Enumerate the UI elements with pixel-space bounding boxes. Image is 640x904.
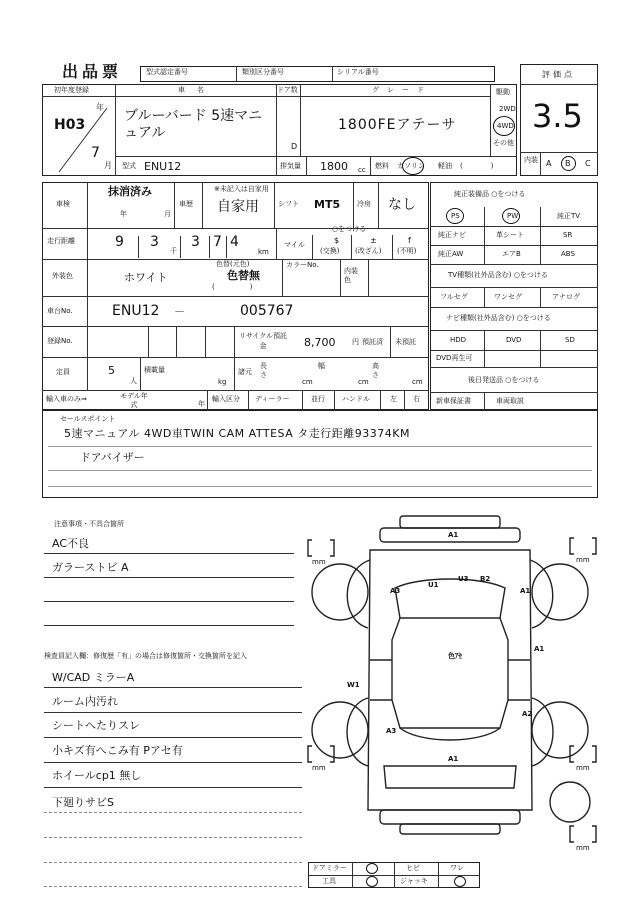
option-aw: 純正AW bbox=[438, 250, 464, 258]
damage-mark-a1-front: A1 bbox=[520, 587, 531, 595]
damage-mark-b2: B2 bbox=[480, 575, 491, 583]
displacement-value: 1800 bbox=[320, 160, 348, 173]
mileage-digit-3: 3 bbox=[191, 234, 200, 250]
tools-circle bbox=[366, 876, 378, 887]
recycle-not-deposited: 未預託 bbox=[395, 338, 416, 346]
shift-label: シフト bbox=[278, 200, 299, 208]
note-item-1: AC不良 bbox=[52, 537, 90, 550]
option-navi: 純正ナビ bbox=[438, 231, 466, 239]
cc-unit: cc bbox=[358, 166, 366, 174]
damage-mark-u1: U1 bbox=[428, 581, 439, 589]
door-mirror-label: ドアミラー bbox=[312, 864, 347, 872]
option-pw-circle bbox=[502, 208, 520, 224]
recycle-unit: 円 bbox=[352, 338, 359, 346]
mileage-altered-sym: ± bbox=[370, 236, 377, 245]
mileage-circle-note: ○をつける bbox=[332, 225, 367, 233]
tools-label: 工具 bbox=[322, 877, 336, 885]
length-label: 長さ bbox=[260, 362, 267, 379]
inspector-item-6: 下廻りサビS bbox=[52, 796, 114, 809]
option-pw: PW bbox=[507, 212, 519, 220]
type-value: ENU12 bbox=[144, 160, 182, 173]
damage-mark-a2: A2 bbox=[522, 710, 533, 718]
mileage-digit-4: 7 bbox=[213, 234, 222, 250]
note-item-2: ガラーストビ A bbox=[52, 561, 129, 574]
mileage-exchange: (交換) bbox=[320, 247, 340, 255]
door-value: D bbox=[291, 142, 298, 151]
option-airbag: エアB bbox=[502, 250, 521, 258]
navi-hdd: HDD bbox=[450, 336, 467, 344]
category-label: 類別区分番号 bbox=[242, 68, 284, 76]
option-leather: 革シート bbox=[496, 231, 524, 239]
damage-mark-paint: 色ｱｾ bbox=[448, 652, 462, 660]
interior-c: C bbox=[585, 159, 591, 168]
tv-analog: アナログ bbox=[552, 293, 580, 301]
month-unit: 月 bbox=[104, 161, 112, 170]
mm-rr: mm bbox=[576, 764, 590, 772]
damage-mark-u3: U3 bbox=[458, 575, 469, 583]
import-parallel: 並行 bbox=[311, 395, 325, 403]
inspection-label: 車検 bbox=[56, 200, 70, 208]
import-label: 輸入車のみ⇒ bbox=[46, 395, 87, 403]
chassis-number: 005767 bbox=[240, 303, 294, 319]
import-year-unit: 年 bbox=[198, 400, 205, 408]
inspection-value: 抹消済み bbox=[108, 185, 152, 198]
option-tv: 純正TV bbox=[557, 212, 581, 220]
type-label: 型式 bbox=[122, 162, 136, 170]
displacement-label: 排気量 bbox=[280, 162, 301, 170]
recycle-deposited: 預託済 bbox=[362, 338, 383, 346]
drive-4wd: 4WD bbox=[497, 122, 514, 130]
grade-value: 1800FEアテーサ bbox=[338, 117, 457, 133]
mileage-mile: マイル bbox=[284, 241, 305, 249]
eval-label: 評価点 bbox=[542, 70, 575, 79]
inspector-item-3: シートへたりスレ bbox=[52, 719, 140, 732]
history-value: 自家用 bbox=[217, 199, 259, 215]
mileage-unknown: (不明) bbox=[397, 247, 417, 255]
interior-label: 内装 bbox=[524, 156, 538, 164]
first-reg-label: 初年度登録 bbox=[54, 86, 89, 94]
mileage-unknown-sym: f bbox=[408, 236, 411, 245]
car-damage-diagram bbox=[300, 510, 600, 860]
later-warranty: 新車保証書 bbox=[436, 397, 471, 405]
mm-spare: mm bbox=[576, 844, 590, 852]
color-value: ホワイト bbox=[124, 271, 168, 284]
mileage-altered: (改ざん) bbox=[355, 247, 382, 255]
mm-fl: mm bbox=[312, 558, 326, 566]
width-cm: cm bbox=[358, 378, 369, 386]
drive-other: その他 bbox=[493, 139, 514, 147]
inspection-year-unit: 年 bbox=[120, 210, 127, 218]
evaluation-score: 3.5 bbox=[532, 97, 583, 135]
serial-label: シリアル番号 bbox=[337, 68, 379, 76]
recycle-value: 8,700 bbox=[304, 336, 336, 349]
header-id-box bbox=[140, 66, 495, 82]
chassis-dash: － bbox=[174, 305, 185, 318]
color-label: 外装色 bbox=[52, 272, 73, 280]
interior-a: A bbox=[546, 159, 552, 168]
load-label: 積載量 bbox=[144, 366, 165, 374]
inspector-item-5: ホイールcp1 無し bbox=[52, 769, 142, 782]
form-title: 出品票 bbox=[62, 62, 123, 81]
repaint-label: 色替(元色) bbox=[216, 260, 250, 268]
reg-label: 登録No. bbox=[47, 337, 73, 345]
handle-label: ハンドル bbox=[342, 395, 370, 403]
later-title: 後日発送品 ○をつける bbox=[468, 376, 540, 384]
reg-diagonal bbox=[55, 104, 111, 174]
inspection-month-unit: 月 bbox=[164, 210, 171, 218]
interior-b: B bbox=[565, 159, 571, 168]
ac-label: 冷房 bbox=[357, 200, 371, 208]
history-note: ※未記入は自家用 bbox=[214, 185, 269, 193]
dvd-playable: DVD再生可 bbox=[436, 354, 473, 362]
inspector-item-2: ルーム内汚れ bbox=[52, 695, 118, 708]
inspector-item-1: W/CAD ミラーA bbox=[52, 671, 135, 684]
car-name-label: 車名 bbox=[178, 86, 216, 94]
capacity-label: 定員 bbox=[56, 368, 70, 376]
navi-dvd: DVD bbox=[506, 336, 522, 344]
import-type-label: 輸入区分 bbox=[212, 395, 240, 403]
tv-fullseg: フルセグ bbox=[440, 293, 468, 301]
damage-mark-rear: A1 bbox=[448, 755, 459, 763]
jack-label: ジャッキ bbox=[400, 877, 428, 885]
dimensions-label: 諸元 bbox=[238, 368, 252, 376]
jack-circle bbox=[454, 876, 466, 887]
tv-title: TV種類(社外品含む) ○をつける bbox=[448, 271, 548, 279]
capacity-unit: 人 bbox=[130, 377, 137, 385]
mileage-digit-5: 4 bbox=[230, 234, 239, 250]
option-abs: ABS bbox=[561, 250, 575, 258]
import-dealer: ディーラー bbox=[255, 395, 290, 403]
options-title: 純正装備品 ○をつける bbox=[454, 190, 526, 198]
fuel-label: 燃料 bbox=[375, 162, 389, 170]
inspector-item-4: 小キズ有へこみ有 Pアセ有 bbox=[52, 744, 183, 757]
mileage-label: 走行距離 bbox=[47, 237, 75, 245]
load-kg: kg bbox=[218, 378, 227, 386]
height-label: 高さ bbox=[372, 362, 379, 379]
year-unit: 年 bbox=[96, 103, 104, 112]
fuel-gasoline-circle bbox=[402, 157, 424, 175]
drive-2wd: 2WD bbox=[499, 105, 516, 113]
car-name: ブルーバード 5速マニュアル bbox=[124, 108, 263, 141]
chassis-prefix: ENU12 bbox=[112, 303, 160, 319]
drive-label: 駆動 bbox=[496, 88, 510, 96]
model-year-label: モデル年式 bbox=[120, 392, 148, 409]
drive-4wd-circle bbox=[493, 116, 515, 136]
option-sr: SR bbox=[563, 231, 573, 239]
handle-right: 右 bbox=[413, 395, 420, 403]
mileage-km: km bbox=[258, 248, 269, 256]
handle-left: 左 bbox=[390, 395, 397, 403]
history-label: 車歴 bbox=[179, 200, 193, 208]
model-cert-label: 型式認定番号 bbox=[146, 68, 188, 76]
damage-mark-a1-side: A1 bbox=[534, 645, 545, 653]
damage-mark-w1: W1 bbox=[347, 681, 360, 689]
grade-label: グレード bbox=[372, 86, 432, 94]
color-no-label: カラーNo. bbox=[286, 261, 319, 269]
mm-fr: mm bbox=[576, 556, 590, 564]
tv-oneseg: ワンセグ bbox=[494, 293, 522, 301]
repaint-value: 色替無 bbox=[227, 269, 260, 282]
notes-label: 注意事項・不具合箇所 bbox=[54, 520, 124, 528]
later-manual: 車両取説 bbox=[496, 397, 524, 405]
repaint-paren: ( ) bbox=[212, 283, 253, 291]
interior-color-label: 内装色 bbox=[344, 267, 358, 284]
door-label: ドア数 bbox=[277, 86, 298, 94]
damage-mark-a3-rear: A3 bbox=[386, 727, 397, 735]
damage-mark-front-bumper: A1 bbox=[448, 531, 459, 539]
capacity-value: 5 bbox=[108, 364, 115, 377]
length-cm: cm bbox=[302, 378, 313, 386]
height-cm: cm bbox=[412, 378, 423, 386]
break-label: ワレ bbox=[450, 864, 464, 872]
crack-label: ヒビ bbox=[406, 864, 420, 872]
chassis-label: 車台No. bbox=[47, 307, 73, 315]
shift-value: MT5 bbox=[314, 198, 341, 211]
mileage-digit-1: 9 bbox=[115, 234, 124, 250]
first-reg-month: 7 bbox=[91, 145, 100, 161]
damage-mark-a3-front: A3 bbox=[390, 587, 401, 595]
navi-title: ナビ種類(社外品含む) ○をつける bbox=[446, 314, 551, 322]
fuel-gasoline: ガソリン bbox=[397, 162, 425, 170]
fuel-diesel: 軽油 bbox=[438, 162, 452, 170]
door-mirror-circle bbox=[366, 863, 378, 874]
option-ps-circle bbox=[446, 208, 464, 224]
mileage-exchange-sym: $ bbox=[334, 236, 340, 245]
interior-b-circle bbox=[561, 156, 576, 171]
option-ps: PS bbox=[451, 212, 460, 220]
width-label: 幅 bbox=[318, 362, 325, 370]
mm-rl: mm bbox=[312, 764, 326, 772]
sales-line-2: ドアバイザー bbox=[80, 451, 145, 464]
first-reg-year: H03 bbox=[54, 117, 86, 133]
ac-value: なし bbox=[388, 197, 416, 213]
sales-label: セールスポイント bbox=[60, 415, 116, 423]
mileage-thousand: 千 bbox=[170, 247, 177, 255]
navi-sd: SD bbox=[565, 336, 575, 344]
inspector-label: 検査員記入欄：修復歴「有」の場合は修復箇所・交換箇所を記入 bbox=[44, 652, 247, 660]
sales-line-1: 5速マニュアル 4WD車TWIN CAM ATTESA タ走行距離93374KM bbox=[64, 427, 410, 440]
recycle-label: リサイクル預託金 bbox=[238, 332, 288, 350]
mileage-digit-2: 3 bbox=[150, 234, 159, 250]
